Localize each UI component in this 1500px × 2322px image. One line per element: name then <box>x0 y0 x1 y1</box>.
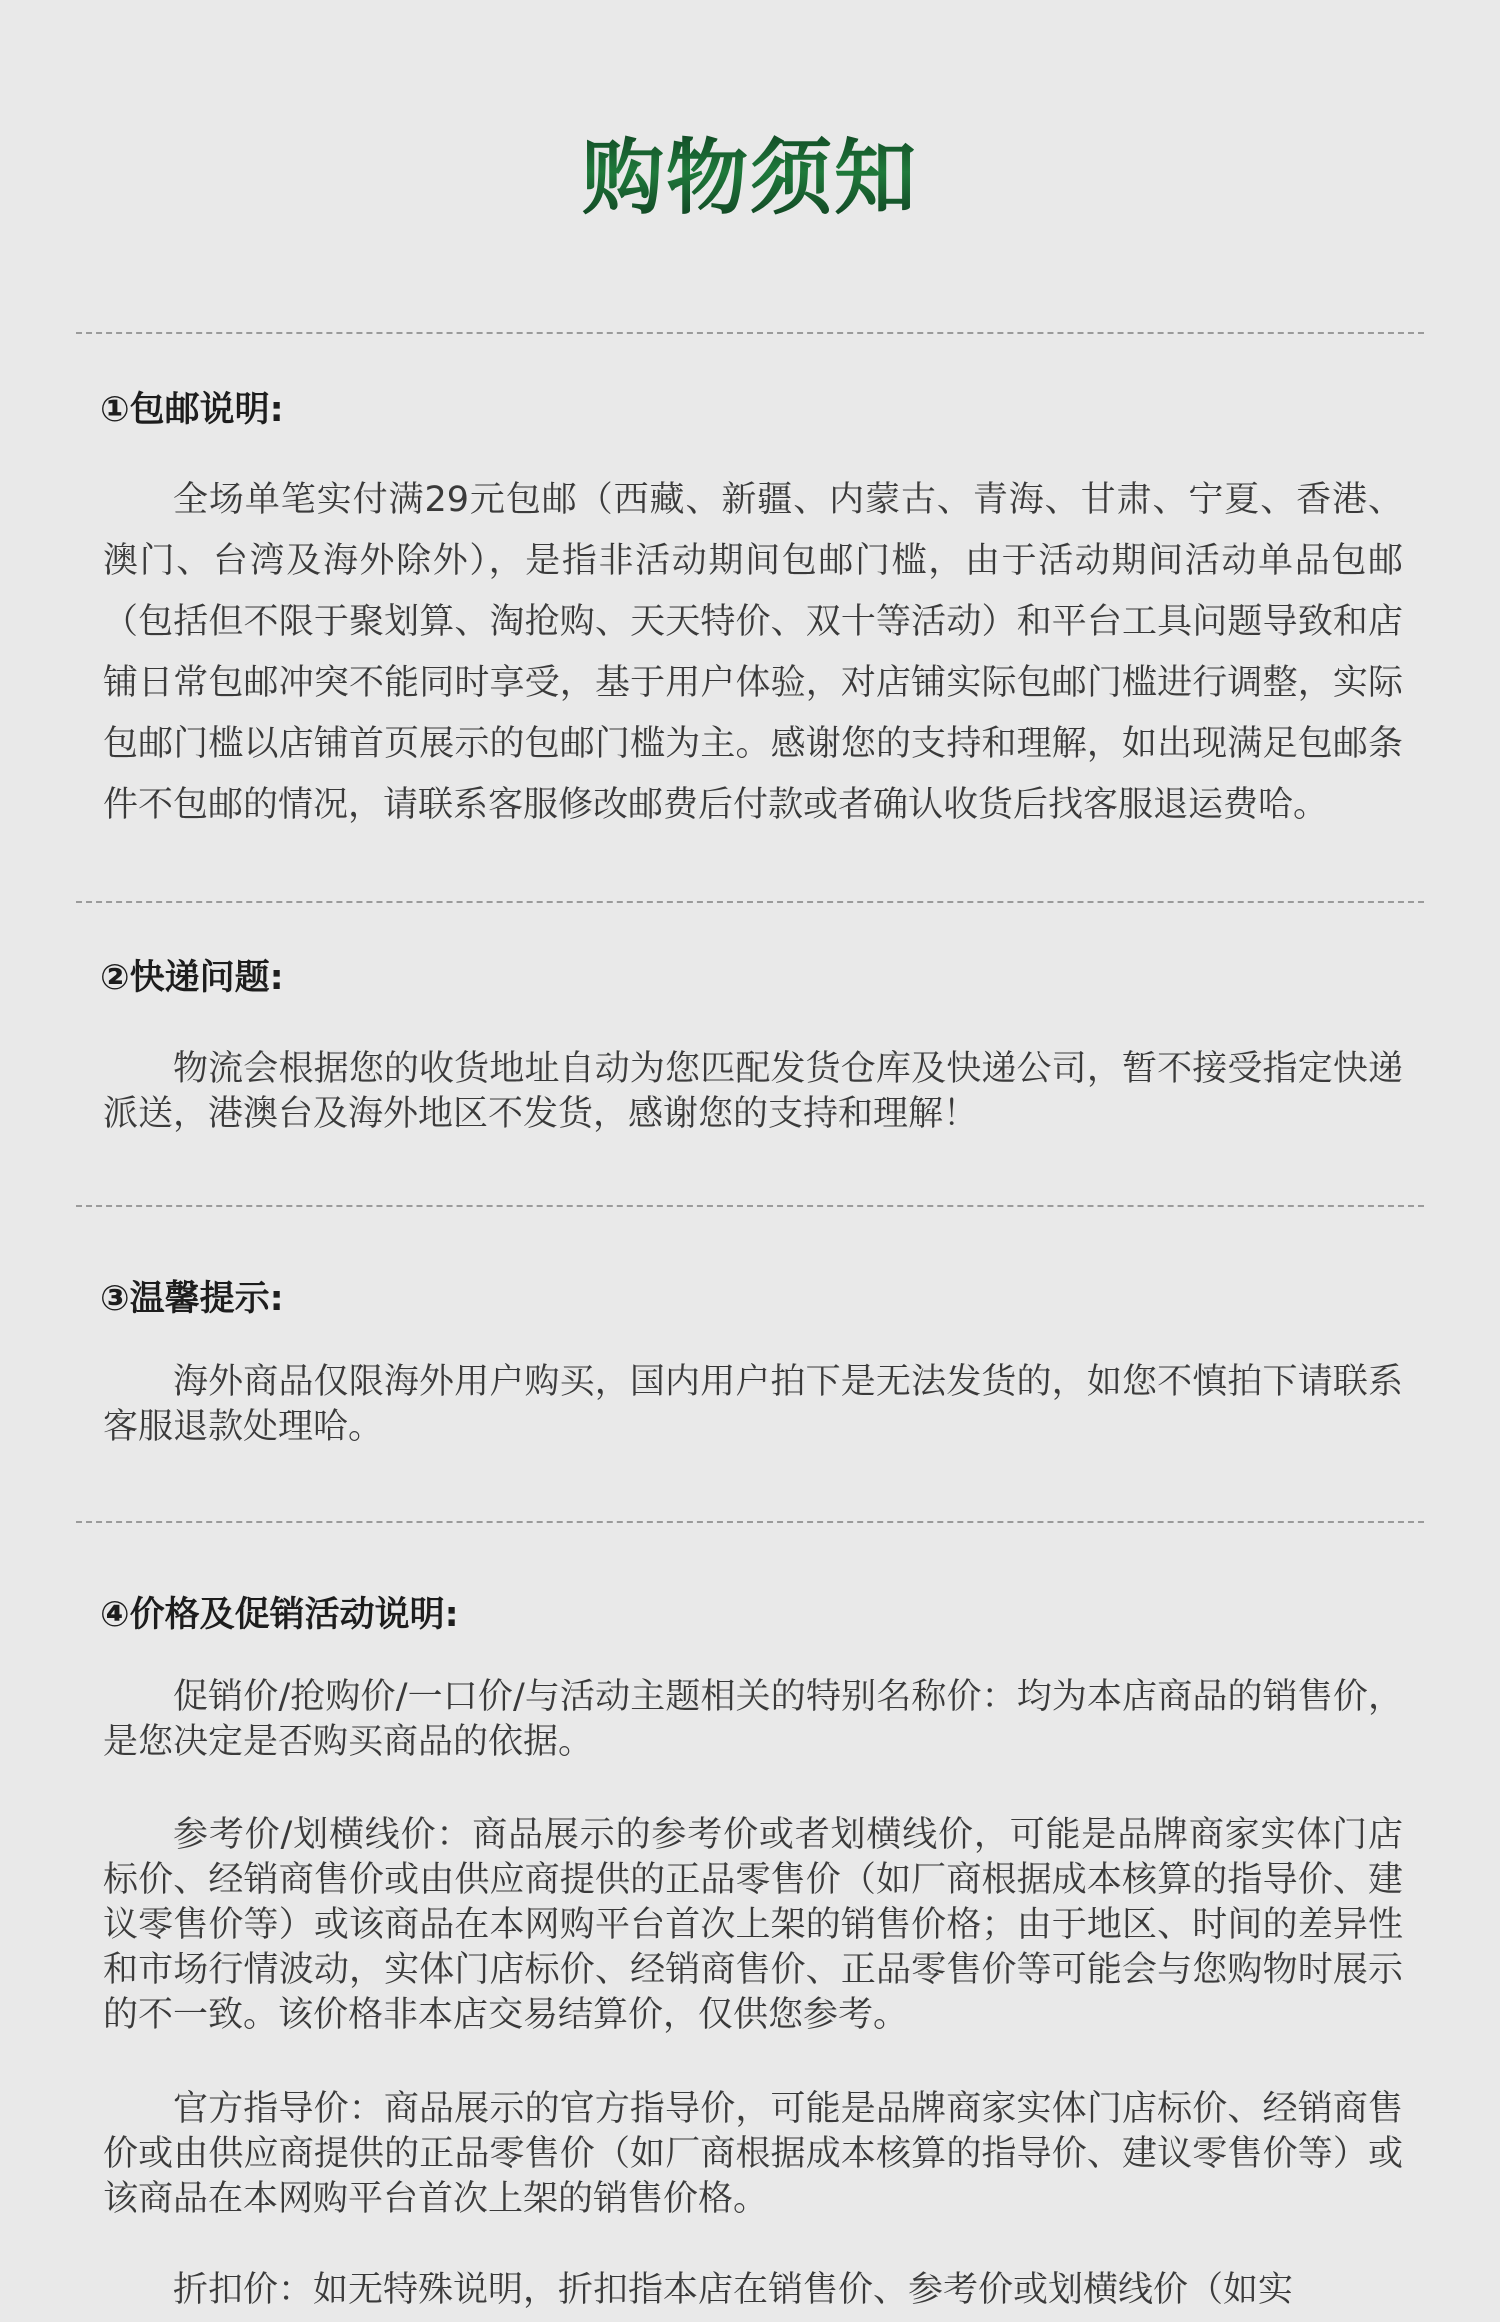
section-paragraph: 折扣价：如无特殊说明，折扣指本店在销售价、参考价或划横线价（如实 <box>173 2270 1294 2310</box>
section-paragraph: 全场单笔实付满29元包邮（西藏、新疆、内蒙古、青海、甘肃、宁夏、香港、澳门、台湾及海外除外），是指非活动期间包邮门槛，由于活动期间活动单品包邮（包括但不限于聚划算、淘抢购、天天特价、双十等活动）和平台工具问题导致和店铺日常包邮冲突不能同时享受，基于用户体验，对店铺实际包邮门槛进行调整，实际包邮门槛以店铺首页展示的包邮门槛为主。感谢您的支持和理解，如出现满足包邮条件不包邮的情况，请联系客服修改邮费后付款或者确认收货后找客服退运费哈。 <box>103 480 1403 825</box>
section-heading-tips: ③温馨提示: <box>100 1279 284 1319</box>
divider <box>76 332 1424 334</box>
section-heading-free-shipping: ①包邮说明: <box>100 390 284 430</box>
page-title: 购物须知 <box>0 118 1500 238</box>
section-heading-price-promo: ④价格及促销活动说明: <box>100 1595 459 1635</box>
section-paragraph: 官方指导价：商品展示的官方指导价，可能是品牌商家实体门店标价、经销商售价或由供应商提供的正品零售价（如厂商根据成本核算的指导价、建议零售价等）或该商品在本网购平台首次上架的销售价格。 <box>103 2089 1403 2219</box>
divider <box>76 901 1424 903</box>
section-heading-express: ②快递问题: <box>100 958 284 998</box>
section-paragraph: 参考价/划横线价：商品展示的参考价或者划横线价，可能是品牌商家实体门店标价、经销商售价或由供应商提供的正品零售价（如厂商根据成本核算的指导价、建议零售价等）或该商品在本网购平台首次上架的销售价格；由于地区、时间的差异性和市场行情波动，实体门店标价、经销商售价、正品零售价等可能会与您购物时展示的不一致。该价格非本店交易结算价，仅供您参考。 <box>103 1815 1403 2035</box>
divider <box>76 1205 1424 1207</box>
divider <box>76 1521 1424 1523</box>
section-paragraph: 海外商品仅限海外用户购买，国内用户拍下是无法发货的，如您不慎拍下请联系客服退款处理哈。 <box>103 1362 1403 1447</box>
section-paragraph: 物流会根据您的收货地址自动为您匹配发货仓库及快递公司，暂不接受指定快递派送，港澳台及海外地区不发货，感谢您的支持和理解！ <box>103 1049 1403 1134</box>
section-paragraph: 促销价/抢购价/一口价/与活动主题相关的特别名称价：均为本店商品的销售价，是您决定是否购买商品的依据。 <box>103 1677 1403 1762</box>
